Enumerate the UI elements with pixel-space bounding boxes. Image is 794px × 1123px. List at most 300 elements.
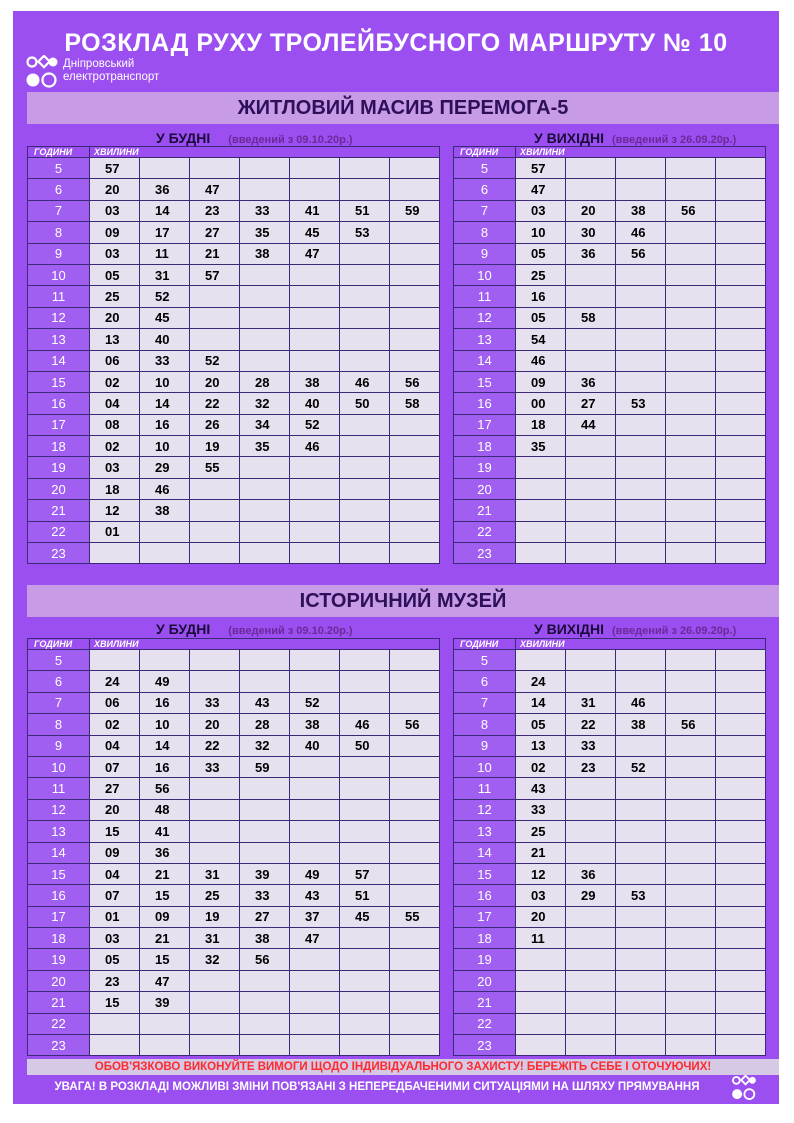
minute-cell	[616, 350, 666, 371]
hour-cell: 18	[28, 928, 90, 949]
minute-cell	[290, 457, 340, 478]
hour-cell: 19	[454, 457, 516, 478]
minute-cell: 10	[140, 371, 190, 392]
table-row	[28, 756, 440, 777]
minute-cell	[190, 1013, 240, 1034]
minute-cell: 55	[190, 457, 240, 478]
minute-cell	[340, 949, 390, 970]
minute-cell	[516, 1013, 566, 1034]
table-row	[454, 821, 766, 842]
minute-cell	[340, 350, 390, 371]
minute-cell: 12	[516, 863, 566, 884]
minute-cell	[616, 928, 666, 949]
minute-cell	[566, 478, 616, 499]
minute-cell	[666, 842, 716, 863]
minute-cell	[566, 521, 616, 542]
minute-cell	[240, 521, 290, 542]
minute-cell	[390, 928, 440, 949]
minute-cell	[240, 158, 290, 179]
table-row	[454, 1035, 766, 1056]
minute-cell: 07	[90, 756, 140, 777]
minute-cell	[390, 821, 440, 842]
table-row	[28, 671, 440, 692]
hour-cell: 10	[454, 756, 516, 777]
table-row	[28, 650, 440, 671]
hour-cell: 16	[454, 393, 516, 414]
minute-cell: 37	[290, 906, 340, 927]
page-title: РОЗКЛАД РУХУ ТРОЛЕЙБУСНОГО МАРШРУТУ № 10	[64, 29, 728, 57]
minute-cell: 35	[240, 436, 290, 457]
minute-cell	[666, 650, 716, 671]
minute-cell	[566, 158, 616, 179]
minute-cell	[666, 928, 716, 949]
minute-cell	[566, 436, 616, 457]
table-row	[28, 1035, 440, 1056]
minute-cell	[340, 778, 390, 799]
minute-cell	[666, 970, 716, 991]
minute-cell	[340, 158, 390, 179]
minute-cell	[666, 778, 716, 799]
hour-cell: 22	[28, 521, 90, 542]
minute-cell	[666, 500, 716, 521]
minute-cell: 04	[90, 735, 140, 756]
minute-cell: 31	[140, 264, 190, 285]
hour-cell: 21	[28, 500, 90, 521]
minute-cell	[240, 1013, 290, 1034]
hours-column-header: ГОДИНИ	[28, 639, 90, 650]
table-row	[28, 949, 440, 970]
minute-cell	[666, 799, 716, 820]
minute-cell	[666, 992, 716, 1013]
minute-cell	[716, 371, 766, 392]
table-row	[28, 543, 440, 564]
minute-cell: 03	[90, 243, 140, 264]
minute-cell: 18	[90, 478, 140, 499]
header-row	[28, 639, 440, 650]
minute-cell: 58	[390, 393, 440, 414]
minute-cell	[716, 264, 766, 285]
table-row	[454, 650, 766, 671]
minute-cell	[340, 671, 390, 692]
minute-cell	[566, 350, 616, 371]
minute-cell	[616, 457, 666, 478]
minute-cell: 22	[566, 714, 616, 735]
minute-cell	[390, 329, 440, 350]
minute-cell	[616, 821, 666, 842]
minute-cell	[240, 179, 290, 200]
header-row	[454, 147, 766, 158]
minute-cell	[516, 970, 566, 991]
minute-cell	[290, 821, 340, 842]
minute-cell: 50	[340, 393, 390, 414]
minute-cell	[666, 243, 716, 264]
minute-cell: 20	[90, 307, 140, 328]
hour-cell: 17	[454, 414, 516, 435]
minute-cell: 57	[516, 158, 566, 179]
minute-cell	[666, 307, 716, 328]
minute-cell: 17	[140, 222, 190, 243]
hour-cell: 22	[454, 1013, 516, 1034]
minute-cell	[516, 478, 566, 499]
minute-cell	[240, 286, 290, 307]
minute-cell: 10	[140, 436, 190, 457]
minute-cell	[340, 307, 390, 328]
minute-cell	[390, 1035, 440, 1056]
minute-cell	[716, 1035, 766, 1056]
minute-cell: 46	[516, 350, 566, 371]
minute-cell: 25	[190, 885, 240, 906]
hour-cell: 5	[28, 158, 90, 179]
minute-cell	[716, 1013, 766, 1034]
hour-cell: 20	[28, 478, 90, 499]
table-row	[28, 264, 440, 285]
minute-cell: 07	[90, 885, 140, 906]
minute-cell	[716, 928, 766, 949]
minute-cell: 05	[516, 307, 566, 328]
minute-cell	[716, 286, 766, 307]
minute-cell	[566, 992, 616, 1013]
minute-cell	[390, 286, 440, 307]
minute-cell	[716, 393, 766, 414]
hour-cell: 17	[28, 906, 90, 927]
hour-cell: 10	[28, 756, 90, 777]
minute-cell: 40	[290, 393, 340, 414]
header-row	[28, 147, 440, 158]
minute-cell: 24	[90, 671, 140, 692]
minute-cell	[290, 1035, 340, 1056]
minute-cell: 51	[340, 885, 390, 906]
weekend-label-1: У ВИХІДНІ (введений з 26.09.20р.)	[534, 130, 737, 146]
minute-cell: 52	[616, 756, 666, 777]
table-row	[454, 842, 766, 863]
minute-cell	[340, 692, 390, 713]
minute-cell: 51	[340, 200, 390, 221]
table-row	[454, 1013, 766, 1034]
table-row	[454, 543, 766, 564]
hour-cell: 12	[454, 799, 516, 820]
table-row	[28, 350, 440, 371]
minute-cell: 16	[140, 692, 190, 713]
minute-cell	[390, 521, 440, 542]
minute-cell	[190, 799, 240, 820]
minute-cell: 57	[190, 264, 240, 285]
minute-cell	[566, 650, 616, 671]
minute-cell	[666, 1013, 716, 1034]
minute-cell	[340, 329, 390, 350]
minute-cell	[666, 158, 716, 179]
minute-cell: 05	[516, 243, 566, 264]
hour-cell: 7	[454, 692, 516, 713]
minute-cell	[290, 286, 340, 307]
minute-cell: 05	[90, 949, 140, 970]
minute-cell	[666, 521, 716, 542]
minute-cell	[190, 521, 240, 542]
minute-cell: 03	[516, 885, 566, 906]
minute-cell	[616, 970, 666, 991]
minute-cell: 10	[516, 222, 566, 243]
minute-cell	[140, 650, 190, 671]
minute-cell	[290, 307, 340, 328]
minute-cell	[616, 1035, 666, 1056]
hour-cell: 17	[454, 906, 516, 927]
minute-cell	[716, 200, 766, 221]
minute-cell	[340, 243, 390, 264]
minute-cell	[340, 992, 390, 1013]
minute-cell	[516, 500, 566, 521]
minute-cell	[390, 436, 440, 457]
minute-cell: 36	[566, 371, 616, 392]
minute-cell: 04	[90, 863, 140, 884]
minute-cell: 10	[140, 714, 190, 735]
minute-cell	[716, 799, 766, 820]
minute-cell	[566, 799, 616, 820]
minute-cell	[666, 264, 716, 285]
table-row	[28, 478, 440, 499]
minute-cell	[390, 970, 440, 991]
minute-cell	[666, 949, 716, 970]
minute-cell	[240, 457, 290, 478]
minute-cell: 39	[140, 992, 190, 1013]
minute-cell	[340, 1013, 390, 1034]
minute-cell: 09	[516, 371, 566, 392]
minutes-column-header: ХВИЛИНИ	[90, 147, 440, 158]
minute-cell	[390, 949, 440, 970]
minute-cell	[666, 671, 716, 692]
minute-cell: 55	[390, 906, 440, 927]
minute-cell	[340, 799, 390, 820]
minute-cell	[240, 671, 290, 692]
minute-cell	[340, 650, 390, 671]
minute-cell	[390, 778, 440, 799]
minute-cell	[716, 714, 766, 735]
minute-cell: 20	[90, 179, 140, 200]
hour-cell: 14	[454, 842, 516, 863]
minute-cell	[340, 457, 390, 478]
minute-cell: 23	[190, 200, 240, 221]
timetable-stop2-weekend	[453, 638, 766, 1056]
minute-cell: 11	[140, 243, 190, 264]
minute-cell	[516, 521, 566, 542]
hour-cell: 8	[28, 714, 90, 735]
minute-cell	[390, 992, 440, 1013]
minute-cell: 41	[140, 821, 190, 842]
minute-cell	[616, 158, 666, 179]
minute-cell	[616, 521, 666, 542]
hour-cell: 9	[454, 735, 516, 756]
minute-cell	[716, 478, 766, 499]
minute-cell: 29	[140, 457, 190, 478]
minute-cell	[666, 692, 716, 713]
minute-cell: 38	[290, 714, 340, 735]
table-row	[454, 222, 766, 243]
minute-cell	[666, 1035, 716, 1056]
hour-cell: 20	[454, 478, 516, 499]
minute-cell	[716, 735, 766, 756]
minute-cell: 33	[240, 200, 290, 221]
minute-cell: 28	[240, 714, 290, 735]
hour-cell: 6	[28, 179, 90, 200]
minute-cell: 25	[90, 286, 140, 307]
hour-cell: 16	[28, 393, 90, 414]
minute-cell	[240, 799, 290, 820]
minute-cell	[290, 543, 340, 564]
hour-cell: 12	[28, 307, 90, 328]
minute-cell: 33	[190, 756, 240, 777]
table-row	[28, 842, 440, 863]
hour-cell: 11	[28, 286, 90, 307]
minute-cell: 15	[140, 885, 190, 906]
minute-cell	[616, 735, 666, 756]
minute-cell	[90, 543, 140, 564]
minute-cell: 02	[516, 756, 566, 777]
minute-cell: 21	[140, 863, 190, 884]
minute-cell: 38	[240, 928, 290, 949]
minute-cell: 11	[516, 928, 566, 949]
minute-cell: 20	[190, 371, 240, 392]
table-row	[454, 799, 766, 820]
minute-cell: 56	[390, 714, 440, 735]
minute-cell	[240, 842, 290, 863]
table-row	[454, 414, 766, 435]
minute-cell: 40	[140, 329, 190, 350]
minute-cell	[290, 500, 340, 521]
table-row	[454, 478, 766, 499]
stop-name-2: ІСТОРИЧНИЙ МУЗЕЙ	[27, 585, 779, 617]
minute-cell	[516, 992, 566, 1013]
minute-cell: 32	[190, 949, 240, 970]
hours-column-header: ГОДИНИ	[454, 147, 516, 158]
minute-cell	[190, 158, 240, 179]
minute-cell: 23	[90, 970, 140, 991]
minute-cell	[616, 778, 666, 799]
minute-cell: 13	[516, 735, 566, 756]
hours-column-header: ГОДИНИ	[454, 639, 516, 650]
minute-cell	[390, 307, 440, 328]
minute-cell: 52	[140, 286, 190, 307]
hour-cell: 15	[454, 863, 516, 884]
minute-cell: 53	[340, 222, 390, 243]
table-row	[454, 500, 766, 521]
minute-cell	[566, 543, 616, 564]
hour-cell: 23	[454, 1035, 516, 1056]
minute-cell: 47	[140, 970, 190, 991]
minute-cell: 13	[90, 329, 140, 350]
table-row	[454, 992, 766, 1013]
table-row	[454, 307, 766, 328]
minute-cell	[390, 692, 440, 713]
minute-cell	[190, 821, 240, 842]
hour-cell: 11	[28, 778, 90, 799]
minute-cell	[616, 842, 666, 863]
minute-cell	[190, 1035, 240, 1056]
minute-cell	[716, 821, 766, 842]
minute-cell: 20	[516, 906, 566, 927]
table-row	[28, 436, 440, 457]
table-row	[28, 1013, 440, 1034]
minute-cell: 06	[90, 350, 140, 371]
minute-cell	[390, 457, 440, 478]
minute-cell	[616, 329, 666, 350]
minute-cell	[566, 842, 616, 863]
minute-cell	[716, 842, 766, 863]
dnipro-electrotransport-logo-icon	[25, 55, 59, 89]
minute-cell: 15	[140, 949, 190, 970]
table-row	[454, 778, 766, 799]
minute-cell: 46	[340, 371, 390, 392]
minute-cell: 56	[240, 949, 290, 970]
minute-cell: 38	[290, 371, 340, 392]
hours-column-header: ГОДИНИ	[28, 147, 90, 158]
minute-cell	[716, 307, 766, 328]
minute-cell	[190, 650, 240, 671]
minute-cell	[390, 158, 440, 179]
hour-cell: 18	[454, 436, 516, 457]
minute-cell	[716, 543, 766, 564]
minute-cell	[340, 521, 390, 542]
minute-cell	[390, 500, 440, 521]
weekday-label-2: У БУДНІ (введений з 09.10.20р.)	[156, 621, 353, 637]
minute-cell	[140, 521, 190, 542]
hour-cell: 13	[28, 329, 90, 350]
minute-cell: 27	[190, 222, 240, 243]
hour-cell: 19	[28, 457, 90, 478]
minute-cell: 05	[516, 714, 566, 735]
minute-cell	[190, 992, 240, 1013]
minute-cell	[716, 970, 766, 991]
minute-cell: 36	[140, 842, 190, 863]
minute-cell	[340, 821, 390, 842]
minute-cell: 20	[90, 799, 140, 820]
minute-cell: 57	[340, 863, 390, 884]
hour-cell: 13	[454, 329, 516, 350]
minute-cell	[90, 650, 140, 671]
hour-cell: 5	[454, 650, 516, 671]
minute-cell	[566, 949, 616, 970]
minute-cell	[666, 393, 716, 414]
minute-cell	[566, 671, 616, 692]
minute-cell	[290, 478, 340, 499]
minute-cell	[716, 671, 766, 692]
minute-cell	[616, 264, 666, 285]
minute-cell: 28	[240, 371, 290, 392]
minute-cell: 15	[90, 992, 140, 1013]
minute-cell	[340, 264, 390, 285]
hour-cell: 20	[28, 970, 90, 991]
hour-cell: 5	[28, 650, 90, 671]
minute-cell	[290, 778, 340, 799]
table-row	[28, 778, 440, 799]
hour-cell: 11	[454, 778, 516, 799]
table-row	[28, 414, 440, 435]
hour-cell: 9	[28, 735, 90, 756]
minute-cell	[390, 1013, 440, 1034]
minute-cell	[716, 992, 766, 1013]
table-row	[454, 756, 766, 777]
minute-cell: 03	[516, 200, 566, 221]
hour-cell: 11	[454, 286, 516, 307]
minute-cell: 40	[290, 735, 340, 756]
table-row	[454, 885, 766, 906]
table-row	[28, 371, 440, 392]
logo-line-1: Дніпровський	[63, 58, 135, 70]
minute-cell	[666, 735, 716, 756]
hour-cell: 14	[454, 350, 516, 371]
minute-cell	[666, 179, 716, 200]
minute-cell	[616, 478, 666, 499]
minute-cell: 25	[516, 821, 566, 842]
hour-cell: 19	[28, 949, 90, 970]
minutes-column-header: ХВИЛИНИ	[90, 639, 440, 650]
